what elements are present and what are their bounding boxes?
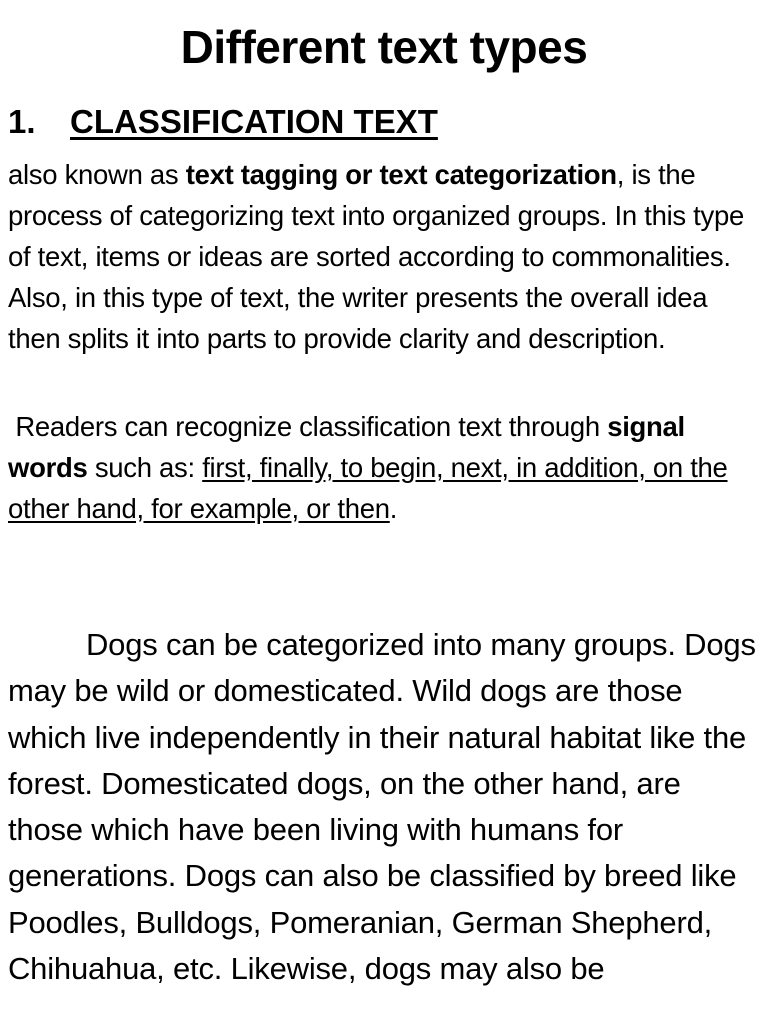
section-heading-text: CLASSIFICATION TEXT [70,103,438,140]
signal-middle: such as: [87,452,203,483]
section-heading [8,100,438,144]
signal-words-paragraph [8,406,764,529]
signal-bold-term: signal words [8,411,685,483]
page-title: Different text types [180,21,588,73]
definition-rest: , is the process of categorizing text into organized groups. In this type of text, items or ideas are sorted according to commonalities. Also, in this type of text, the writer presents the overall idea then splits it into parts to provide clarity and description. [8,159,744,354]
definition-intro: also known as [8,159,186,190]
definition-bold-term: text tagging or text categorization [185,159,617,190]
example-text: Dogs can be categorized into many groups. Dogs may be wild or domesticated. Wild dogs are those which live independently in their natural habitat like the forest. Domesticated dogs, on the other hand, are those which have been living with humans for generations. Dogs can also be classified by breed like Poodles, Bulldogs, Pomeranian, German Shepherd, Chihuahua, etc. Likewise, dogs may also be [8,627,756,987]
signal-end: . [389,493,398,524]
signal-intro: Readers can recognize classification text through [8,411,608,442]
section-number: 1. [8,103,36,140]
definition-paragraph [8,154,764,359]
signal-words-list: first, finally, to begin, next, in addition, on the other hand, for example, or then [8,452,728,524]
example-paragraph [8,622,760,992]
